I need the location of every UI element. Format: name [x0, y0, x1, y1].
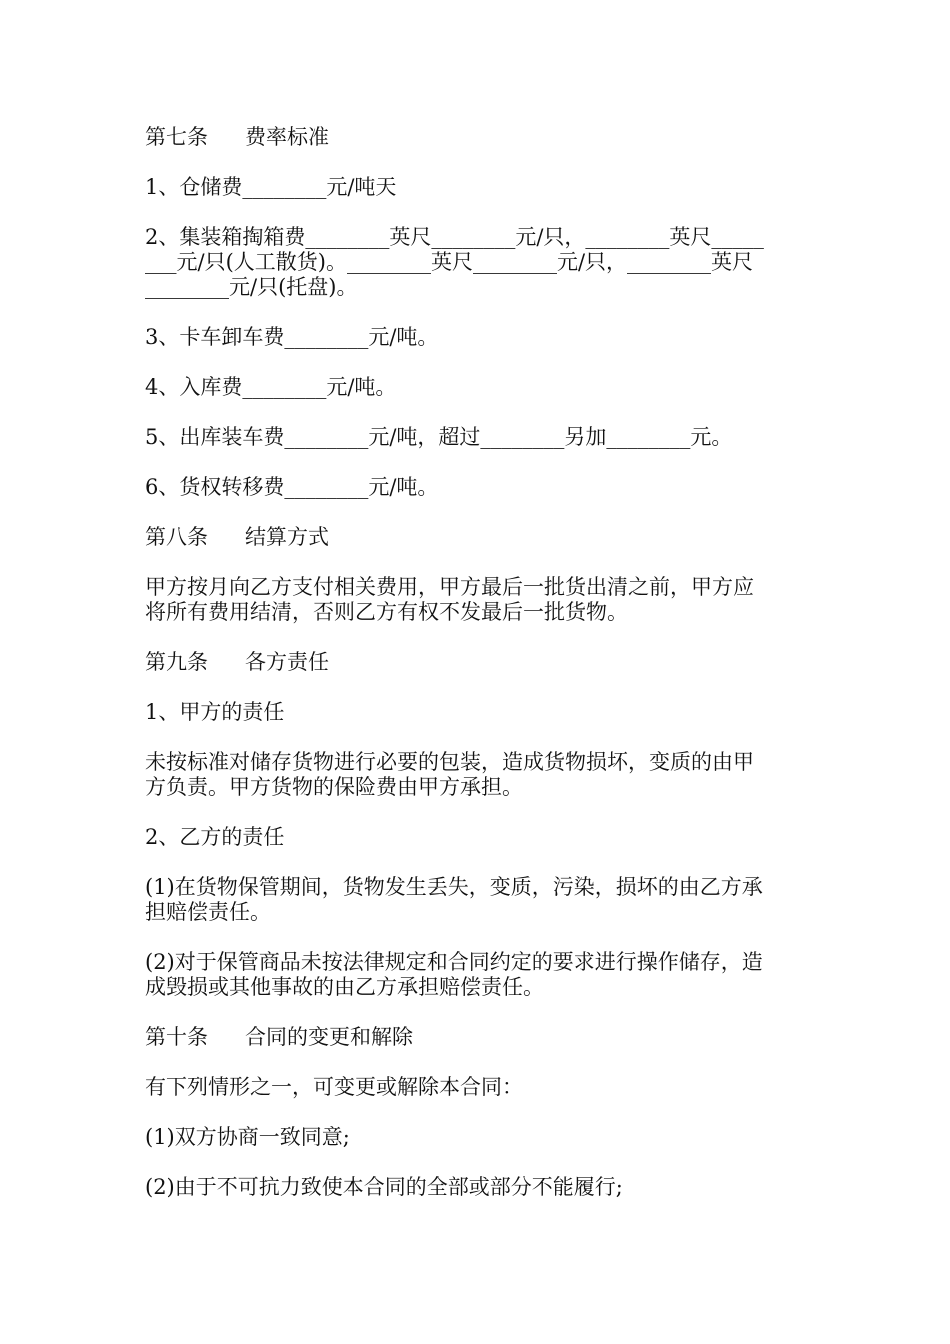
- article-number: 第七条: [145, 125, 208, 149]
- party-b-clause-1-line-2: 担赔偿责任。: [145, 900, 271, 924]
- article-title: 结算方式: [245, 525, 329, 549]
- change-condition-2: (2)由于不可抗力致使本合同的全部或部分不能履行;: [145, 1175, 623, 1199]
- party-b-heading: 2、乙方的责任: [145, 825, 285, 849]
- change-intro: 有下列情形之一，可变更或解除本合同：: [145, 1075, 523, 1099]
- party-a-paragraph-line-1: 未按标准对储存货物进行必要的包装，造成货物损坏，变质的由甲: [145, 750, 754, 774]
- article-title: 费率标准: [245, 125, 329, 149]
- settlement-paragraph-line-1: 甲方按月向乙方支付相关费用，甲方最后一批货出清之前，甲方应: [145, 575, 754, 599]
- fee-item-outbound-loading: 5、出库装车费________元/吨，超过________另加________元。: [145, 425, 733, 449]
- fee-item-storage: 1、仓储费________元/吨天: [145, 175, 397, 199]
- article-number: 第十条: [145, 1025, 208, 1049]
- article-7-heading: [145, 125, 807, 150]
- party-b-clause-2-line-1: (2)对于保管商品未按法律规定和合同约定的要求进行操作储存，造: [145, 950, 763, 974]
- party-a-heading: 1、甲方的责任: [145, 700, 285, 724]
- fee-item-title-transfer: 6、货权转移费________元/吨。: [145, 475, 439, 499]
- article-title: 各方责任: [245, 650, 329, 674]
- article-9-heading: [145, 650, 807, 675]
- fee-item-container-line-1: 2、集装箱掏箱费________英尺________元/只，________英尺_____: [145, 225, 764, 249]
- fee-item-warehousing: 4、入库费________元/吨。: [145, 375, 397, 399]
- fee-item-truck-unloading: 3、卡车卸车费________元/吨。: [145, 325, 439, 349]
- fee-item-container-line-2: ___元/只(人工散货)。________英尺________元/只，________英尺: [145, 250, 754, 274]
- party-a-paragraph-line-2: 方负责。甲方货物的保险费由甲方承担。: [145, 775, 523, 799]
- article-number: 第八条: [145, 525, 208, 549]
- settlement-paragraph-line-2: 将所有费用结清，否则乙方有权不发最后一批货物。: [145, 600, 628, 624]
- change-condition-1: (1)双方协商一致同意;: [145, 1125, 350, 1149]
- party-b-clause-2-line-2: 成毁损或其他事故的由乙方承担赔偿责任。: [145, 975, 544, 999]
- party-b-clause-1-line-1: (1)在货物保管期间，货物发生丢失，变质，污染，损坏的由乙方承: [145, 875, 763, 899]
- article-title: 合同的变更和解除: [245, 1025, 413, 1049]
- fee-item-container-line-3: ________元/只(托盘)。: [145, 275, 358, 299]
- article-8-heading: [145, 525, 807, 550]
- article-number: 第九条: [145, 650, 208, 674]
- article-10-heading: [145, 1025, 807, 1050]
